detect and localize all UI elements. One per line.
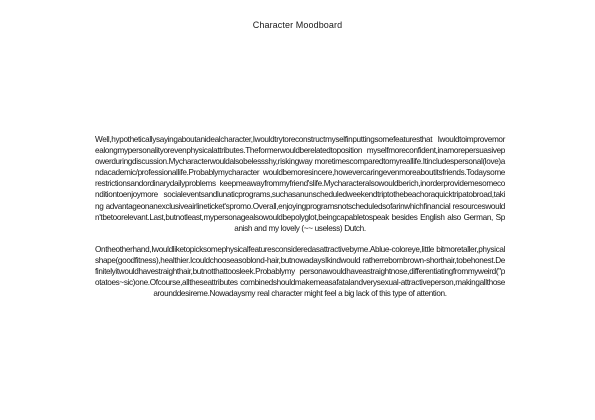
paragraph-ideal-character: Well,hypotheticallysayingaboutanidealcharacter,Iwouldtrytoreconstructmyselfinputtingsomefeaturesthat Iwouldtoimprovemorealongmypersonalityorevenphysicalattributes.Theformerwouldberelatedtoposition myselfmoreconfident,inamorepersuasivepowerduringdiscussion.Mycharacterwouldalsobelessshy,riskingway moretimescomparedtomyreallife.Itincludespersonal(love)andacademic/professionallife.Probablymycharacter wouldbemoresincere,howevercaringevenmoreaboutitsfriends.Todaysomerestrictionsandordinarydailyproblems keepmeawayfrommyfriend'slife.Mycharacteralsowouldberich,inorderprovidemesomeconditiontoenjoymore socialeventsandlunaticprograms,suchasanunscheduledweekendtriptothebeachoraquicktripatobroad,taking advantageonanexclusiveairlineticket'spromo.Overall,enjoyingprogramsnotscheduledsofarinwhichfinancial resourceswouldn'tbetoorelevant.Last,butnotleast,mypersonagealsowouldbepolyglot,beingcapabletospeak besides English also German, Spanish and my lovely (~~ useless) Dutch.: [95, 135, 505, 233]
page-title: Character Moodboard: [252, 20, 343, 30]
paragraph-physical-features: Ontheotherhand,Iwouldliketopicksomephysicalfeaturesconsideredasattractivebyme.Ablue-coloreye,little bitmoretaller,physicalshape(goodfitness),healthier.Icouldchooseasoblond-hair,butnowadaysIkindwould ratherrebornbrown-shorthair,tobehonest.Definitelyitwouldhavestraighthair,butnotthattoosleek.Probablymy personawouldhaveastraightnose,differentiatingfrommyweird("potatoes~sic)one.Ofcourse,alltheseattributes combinedshouldmakemeasafatalandverysexual-attractiveperson,makingallthosearounddesireme.Nowadaysmy real character might feel a big lack of this type of attention.: [95, 244, 505, 299]
body-text: [95, 134, 505, 299]
